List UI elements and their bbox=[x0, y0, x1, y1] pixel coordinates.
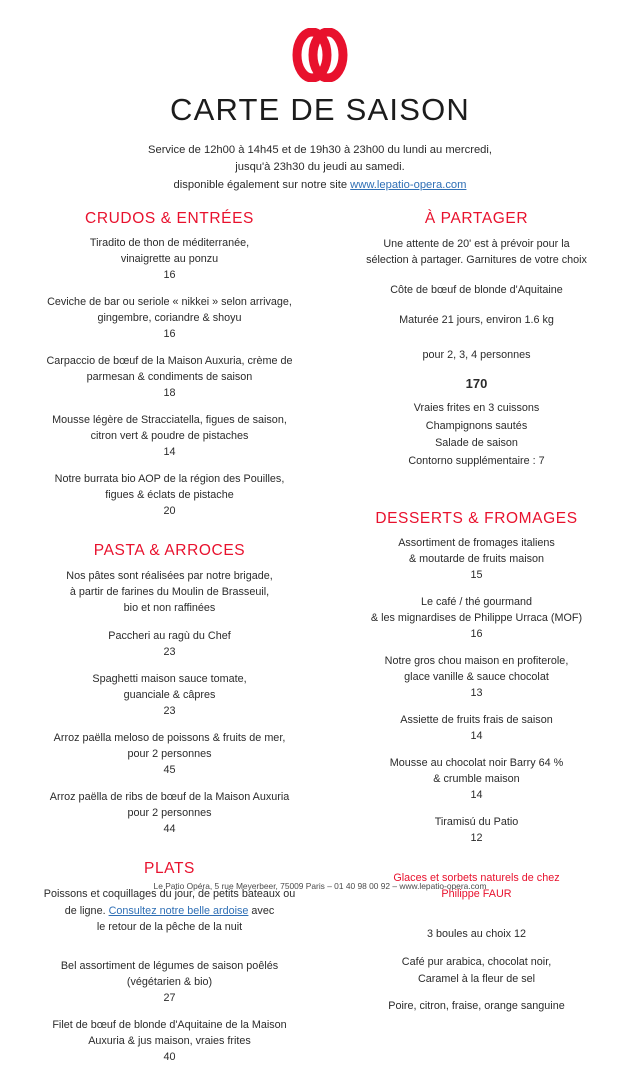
double-ring-logo bbox=[288, 28, 352, 82]
glaces-line-3: Caramel à la fleur de sel bbox=[417, 972, 536, 985]
item-price: 45 bbox=[163, 763, 176, 776]
item-name-line-2: figues & éclats de pistache bbox=[105, 488, 234, 501]
side-option-1: Vraies frites en 3 cuissons bbox=[413, 402, 540, 415]
left-column bbox=[24, 210, 309, 1077]
item-name-line-2: gingembre, coriandre & shoyu bbox=[97, 311, 242, 324]
item-name-line-1: Carpaccio de bœuf de la Maison Auxuria, crème de bbox=[46, 354, 293, 367]
menu-item bbox=[30, 672, 309, 720]
item-price: 23 bbox=[163, 705, 176, 718]
item-name-line-1: Assiette de fruits frais de saison bbox=[400, 714, 553, 727]
item-name-line-1: Arroz paëlla de ribs de bœuf de la Maison Auxuria bbox=[49, 790, 290, 803]
spacer bbox=[337, 470, 616, 510]
glaces-scoops: 3 boules au choix 12 bbox=[426, 928, 527, 941]
item-name-line-2: pour 2 personnes bbox=[127, 806, 212, 819]
section-title-desserts: DESSERTS & FROMAGES bbox=[375, 510, 578, 528]
partager-sides bbox=[337, 400, 616, 470]
pasta-intro-line-1: Nos pâtes sont réalisées par notre brigade, bbox=[66, 569, 273, 582]
item-price: 27 bbox=[163, 991, 176, 1004]
item-name-line-1: Filet de bœuf de blonde d'Aquitaine de la Maison bbox=[52, 1018, 287, 1031]
service-line-1: Service de 12h00 à 14h45 et de 19h30 à 23h00 du lundi au mercredi, bbox=[148, 144, 492, 156]
pasta-intro bbox=[30, 568, 309, 617]
item-name-line-1: Paccheri au ragù du Chef bbox=[108, 630, 231, 643]
glaces-flavors-2: Poire, citron, fraise, orange sanguine bbox=[388, 1000, 565, 1013]
item-name-line-2: (végétarien & bio) bbox=[126, 976, 213, 988]
item-price: 20 bbox=[163, 504, 176, 517]
section-title-plats: PLATS bbox=[144, 859, 195, 877]
service-info bbox=[24, 142, 616, 194]
item-name-line-1: Mousse au chocolat noir Barry 64 % bbox=[389, 756, 564, 769]
item-name-line-2: & les mignardises de Philippe Urraca (MOF) bbox=[370, 612, 583, 625]
menu-item bbox=[337, 815, 616, 847]
right-column bbox=[331, 210, 616, 1026]
section-title-partager: À PARTAGER bbox=[424, 210, 529, 228]
item-name-line-2: parmesan & condiments de saison bbox=[86, 370, 253, 383]
item-name-line-1: Notre gros chou maison en profiterole, bbox=[384, 655, 569, 668]
menu-item bbox=[337, 756, 616, 804]
partager-detail-2: pour 2, 3, 4 personnes bbox=[422, 348, 531, 361]
item-price: 23 bbox=[163, 646, 176, 659]
section-title-crudos: CRUDOS & ENTRÉES bbox=[85, 210, 254, 228]
item-price: 14 bbox=[470, 788, 483, 801]
partager-note bbox=[337, 236, 616, 268]
footer-text: Le Patio Opéra, 5 rue Meyerbeer, 75009 Paris – 01 40 98 00 92 – bbox=[153, 881, 400, 891]
plats-fish-line-3: le retour de la pêche de la nuit bbox=[96, 921, 243, 934]
menu-item bbox=[30, 790, 309, 838]
item-price: 40 bbox=[163, 1050, 176, 1063]
spacer bbox=[337, 858, 616, 870]
glaces-title-line-2: Philippe FAUR bbox=[441, 888, 512, 901]
item-name-line-1: Bel assortiment de légumes de saison poêlés bbox=[60, 960, 279, 973]
item-name-line-1: Spaghetti maison sauce tomate, bbox=[92, 673, 247, 686]
item-name-line-2: glace vanille & sauce chocolat bbox=[404, 671, 549, 684]
menu-item bbox=[30, 629, 309, 661]
item-price: 13 bbox=[470, 687, 483, 700]
menu-item bbox=[337, 536, 616, 584]
partager-note-line-1: Une attente de 20' est à prévoir pour la bbox=[383, 238, 570, 251]
item-name-line-1: Ceviche de bar ou seriole « nikkei » selon arrivage, bbox=[47, 295, 292, 308]
item-price: 44 bbox=[163, 822, 176, 835]
item-name-line-1: Tiramisú du Patio bbox=[434, 815, 519, 828]
spacer bbox=[30, 947, 309, 959]
website-link[interactable]: www.lepatio-opera.com bbox=[350, 178, 467, 191]
item-name-line-1: Notre burrata bio AOP de la région des Pouilles, bbox=[54, 472, 285, 485]
side-option-4: Contorno supplémentaire : 7 bbox=[408, 454, 545, 467]
plats-fish-line-1: Poissons et coquillages du jour, de petits bateaux ou bbox=[43, 887, 296, 900]
glaces-line-2: Café pur arabica, chocolat noir, bbox=[401, 955, 552, 968]
section-title-pasta: PASTA & ARROCES bbox=[93, 541, 246, 559]
website-prefix: disponible également sur notre site bbox=[173, 178, 351, 191]
pasta-intro-line-3: bio et non raffinées bbox=[123, 601, 216, 614]
menu-item bbox=[30, 295, 309, 343]
service-line-3 bbox=[24, 177, 616, 194]
menu-item bbox=[30, 472, 309, 520]
glaces-title-line-1: Glaces et sorbets naturels de chez bbox=[393, 871, 560, 884]
item-name-line-2: guanciale & câpres bbox=[123, 689, 216, 702]
item-name-line-2: & moutarde de fruits maison bbox=[408, 553, 545, 566]
menu-item bbox=[337, 654, 616, 702]
item-price: 12 bbox=[470, 831, 483, 844]
partager-detail-1: Maturée 21 jours, environ 1.6 kg bbox=[399, 313, 554, 326]
item-price: 16 bbox=[163, 327, 176, 340]
menu-item bbox=[337, 713, 616, 745]
partager-price: 170 bbox=[465, 376, 488, 392]
menu-item bbox=[30, 731, 309, 779]
plats-fish-line-2-post: avec bbox=[248, 904, 275, 917]
service-line-2: jusqu'à 23h30 du jeudi au samedi. bbox=[235, 161, 405, 174]
item-price: 16 bbox=[163, 269, 176, 282]
partager-note-line-2: sélection à partager. Garnitures de votre choix bbox=[366, 254, 587, 267]
item-name-line-2: Auxuria & jus maison, vraies frites bbox=[88, 1034, 251, 1047]
item-name-line-2: pour 2 personnes bbox=[127, 747, 212, 760]
ardoise-link[interactable]: Consultez notre belle ardoise bbox=[108, 904, 249, 917]
menu-item bbox=[337, 595, 616, 643]
item-price: 16 bbox=[470, 628, 483, 641]
item-name-line-1: Assortiment de fromages italiens bbox=[398, 537, 555, 550]
item-price: 14 bbox=[470, 730, 483, 743]
item-name-line-1: Mousse légère de Stracciatella, figues de saison, bbox=[52, 413, 287, 426]
item-price: 18 bbox=[163, 386, 176, 399]
plats-fish-line-2-pre: de ligne. bbox=[64, 904, 109, 917]
item-name-line-1: Le café / thé gourmand bbox=[420, 596, 533, 609]
partager-details bbox=[337, 312, 616, 364]
menu-item bbox=[30, 1018, 309, 1066]
side-option-2: Champignons sautés bbox=[425, 419, 528, 432]
item-price: 14 bbox=[163, 445, 176, 458]
plats-fish-note bbox=[30, 886, 309, 936]
menu-item bbox=[30, 236, 309, 284]
footer-website-link[interactable]: www.lepatio-opera.com bbox=[399, 881, 487, 891]
item-name-line-2: vinaigrette au ponzu bbox=[120, 253, 219, 266]
menu-item bbox=[30, 413, 309, 461]
item-price: 15 bbox=[470, 569, 483, 582]
partager-item-name: Côte de bœuf de blonde d'Aquitaine bbox=[390, 284, 563, 297]
side-option-3: Salade de saison bbox=[435, 437, 518, 450]
pasta-intro-line-2: à partir de farines du Moulin de Brasseuil, bbox=[69, 585, 270, 598]
item-name-line-2: citron vert & poudre de pistaches bbox=[90, 429, 249, 442]
item-name-line-1: Tiradito de thon de méditerranée, bbox=[89, 237, 250, 250]
menu-columns bbox=[24, 210, 616, 1077]
item-name-line-1: Arroz paëlla meloso de poissons & fruits de mer, bbox=[53, 732, 286, 745]
glaces-flavors-1 bbox=[337, 954, 616, 987]
logo-container bbox=[24, 28, 616, 82]
page-title: CARTE DE SAISON bbox=[170, 92, 470, 127]
menu-item bbox=[30, 354, 309, 402]
menu-item bbox=[30, 959, 309, 1007]
partager-item bbox=[337, 282, 616, 299]
spacer bbox=[337, 914, 616, 926]
item-name-line-2: & crumble maison bbox=[433, 772, 520, 785]
footer bbox=[0, 881, 640, 891]
